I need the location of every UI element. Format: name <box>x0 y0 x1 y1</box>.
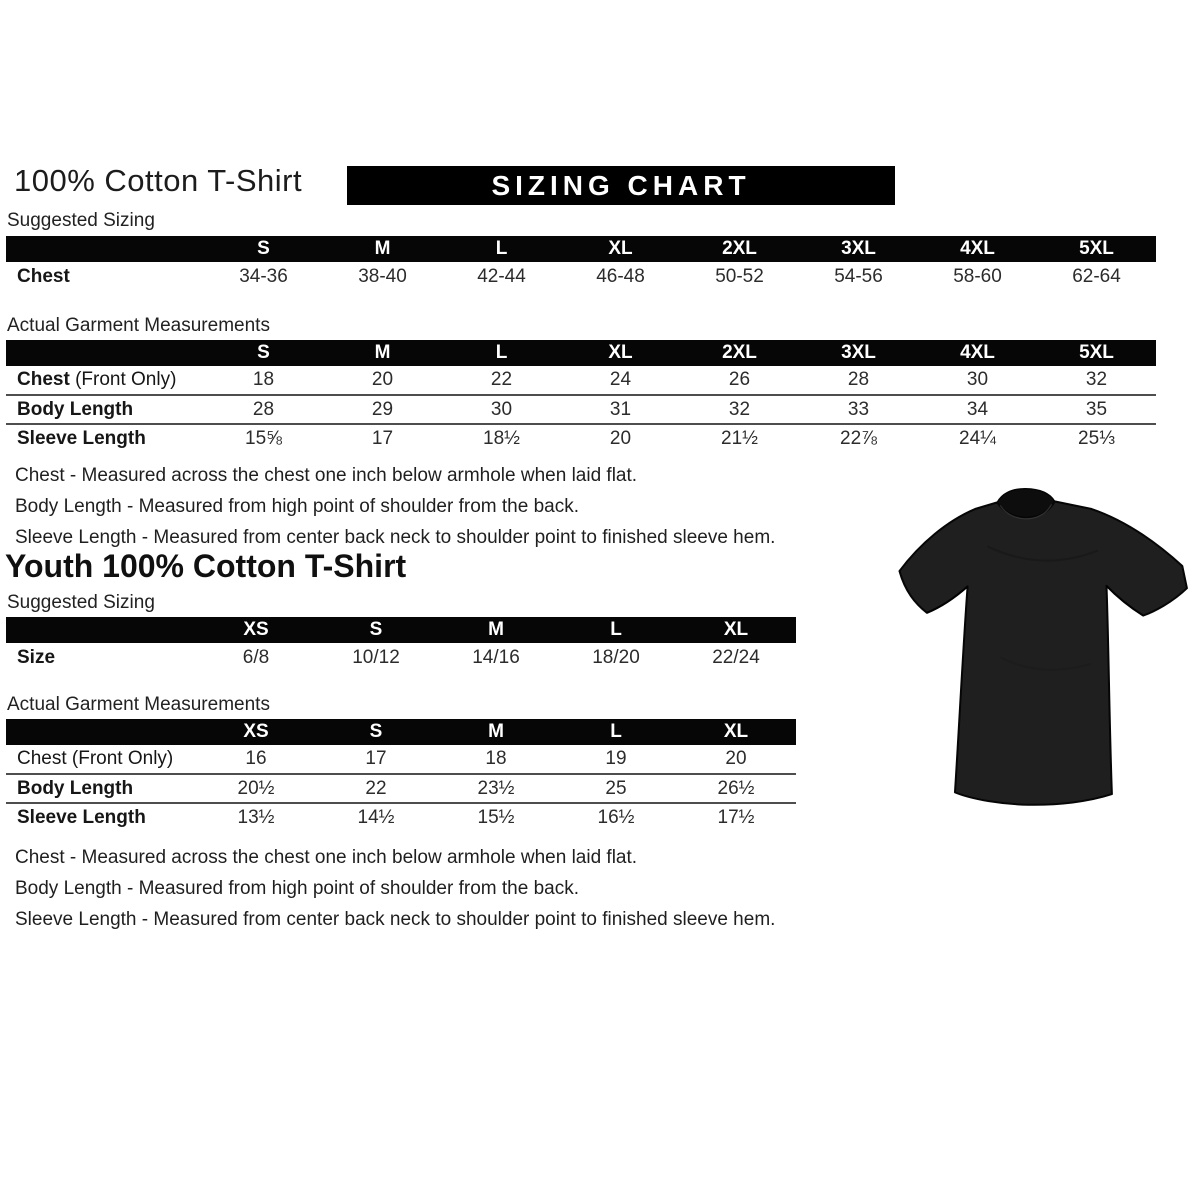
row-label-suffix: Chest (Front Only) <box>17 748 174 769</box>
size-value-cell: 38-40 <box>358 265 407 287</box>
size-value-cell: 30 <box>442 395 561 424</box>
youth-section-title: Youth 100% Cotton T-Shirt <box>5 548 407 584</box>
size-column-header: L <box>442 236 561 262</box>
table-row <box>6 803 796 832</box>
table-row <box>6 774 796 803</box>
size-value-cell: 24 <box>609 369 632 390</box>
row-label-cell <box>6 803 196 832</box>
size-value-cell: 50-52 <box>715 265 764 287</box>
table-corner-cell <box>6 719 196 745</box>
size-value-cell: 54-56 <box>834 265 883 287</box>
youth-suggested-sizing-label: Suggested Sizing <box>7 592 155 613</box>
size-column-header: XS <box>196 719 316 745</box>
size-value-cell: 32 <box>680 395 799 424</box>
table-row <box>6 395 1156 424</box>
row-label: Chest <box>17 265 70 287</box>
size-value-cell: 25 <box>556 774 676 803</box>
size-value-cell: 6/8 <box>242 646 270 668</box>
size-value-cell: 25⅓ <box>1037 424 1156 453</box>
size-value-cell: 18/20 <box>592 646 640 668</box>
youth-garment-measurements-table <box>6 719 796 832</box>
size-value-cell: 28 <box>204 395 323 424</box>
size-value-cell: 18 <box>485 748 507 769</box>
adult-section-title: 100% Cotton T-Shirt <box>14 163 303 198</box>
size-value-cell: 15⅝ <box>204 424 323 453</box>
adult-garment-measurements-label: Actual Garment Measurements <box>7 315 270 336</box>
size-value-cell: 58-60 <box>953 265 1002 287</box>
note-line: Body Length - Measured from high point of shoulder from the back. <box>15 496 579 517</box>
size-value-cell: 46-48 <box>596 265 645 287</box>
size-value-cell: 17 <box>323 424 442 453</box>
size-column-header: XL <box>561 340 680 366</box>
size-value-cell: 14½ <box>316 803 436 832</box>
size-value-cell: 42-44 <box>477 265 526 287</box>
size-column-header: M <box>323 340 442 366</box>
size-value-cell: 17 <box>365 748 387 769</box>
note-line: Chest - Measured across the chest one inch below armhole when laid flat. <box>15 847 638 868</box>
size-column-header: 3XL <box>799 236 918 262</box>
size-column-header: S <box>316 719 436 745</box>
size-column-header: XS <box>196 617 316 643</box>
size-value-cell: 34 <box>918 395 1037 424</box>
size-column-header: 3XL <box>799 340 918 366</box>
tshirt-image <box>890 477 1192 819</box>
size-header-row <box>6 719 796 745</box>
row-label: Body Length <box>17 777 134 799</box>
table-row <box>6 745 796 774</box>
size-value-cell: 10/12 <box>352 646 400 668</box>
size-column-header: M <box>323 236 442 262</box>
row-label-cell <box>6 774 196 803</box>
table-row <box>6 366 1156 395</box>
size-column-header: 4XL <box>918 236 1037 262</box>
row-label-cell <box>6 745 196 774</box>
size-value-cell: 35 <box>1037 395 1156 424</box>
note-line: Chest - Measured across the chest one inch below armhole when laid flat. <box>15 465 638 486</box>
adult-suggested-sizing-label: Suggested Sizing <box>7 210 155 231</box>
size-value-cell: 15½ <box>436 803 556 832</box>
size-value-cell: 20½ <box>196 774 316 803</box>
note-line: Sleeve Length - Measured from center back neck to shoulder point to finished sleeve hem. <box>15 909 776 930</box>
size-header-row <box>6 236 1156 262</box>
sizing-chart-banner: SIZING CHART <box>347 166 895 205</box>
size-value-cell: 31 <box>561 395 680 424</box>
table-row <box>6 262 1156 291</box>
size-value-cell: 21½ <box>680 424 799 453</box>
size-value-cell: 20 <box>371 369 394 390</box>
size-value-cell: 18½ <box>442 424 561 453</box>
row-label-cell <box>6 643 196 672</box>
row-label: Chest <box>17 369 70 390</box>
size-column-header: XL <box>676 719 796 745</box>
adult-measurement-notes <box>15 460 775 553</box>
size-column-header: L <box>556 719 676 745</box>
size-column-header: 5XL <box>1037 340 1156 366</box>
size-value-cell: 33 <box>799 395 918 424</box>
size-value-cell: 24¼ <box>918 424 1037 453</box>
table-row <box>6 643 796 672</box>
size-column-header: 2XL <box>680 236 799 262</box>
table-row <box>6 424 1156 453</box>
size-column-header: S <box>204 236 323 262</box>
row-label-cell <box>6 262 204 291</box>
row-label-cell <box>6 366 204 395</box>
size-value-cell: 17½ <box>676 803 796 832</box>
size-value-cell: 18 <box>252 369 275 390</box>
size-value-cell: 16 <box>245 748 267 769</box>
size-value-cell: 32 <box>1085 369 1108 390</box>
size-column-header: 5XL <box>1037 236 1156 262</box>
size-column-header: S <box>316 617 436 643</box>
size-value-cell: 14/16 <box>472 646 520 668</box>
size-column-header: 2XL <box>680 340 799 366</box>
size-header-row <box>6 340 1156 366</box>
row-label: Body Length <box>17 398 134 420</box>
table-corner-cell <box>6 340 204 366</box>
youth-suggested-sizing-table <box>6 617 796 672</box>
size-column-header: 4XL <box>918 340 1037 366</box>
table-corner-cell <box>6 617 196 643</box>
note-line: Body Length - Measured from high point of shoulder from the back. <box>15 878 579 899</box>
size-header-row <box>6 617 796 643</box>
size-value-cell: 16½ <box>556 803 676 832</box>
size-value-cell: 34-36 <box>239 265 288 287</box>
size-column-header: S <box>204 340 323 366</box>
size-column-header: L <box>442 340 561 366</box>
row-label-cell <box>6 395 204 424</box>
size-column-header: XL <box>561 236 680 262</box>
size-value-cell: 22 <box>490 369 513 390</box>
size-value-cell: 19 <box>605 748 627 769</box>
size-value-cell: 22⅞ <box>799 424 918 453</box>
table-corner-cell <box>6 236 204 262</box>
row-label: Sleeve Length <box>17 428 146 449</box>
size-value-cell: 22 <box>316 774 436 803</box>
size-value-cell: 29 <box>323 395 442 424</box>
size-value-cell: 13½ <box>196 803 316 832</box>
note-line: Sleeve Length - Measured from center back neck to shoulder point to finished sleeve hem. <box>15 527 776 548</box>
size-column-header: M <box>436 617 556 643</box>
size-column-header: L <box>556 617 676 643</box>
size-value-cell: 28 <box>847 369 870 390</box>
row-label-suffix: (Front Only) <box>69 369 177 390</box>
size-value-cell: 30 <box>966 369 989 390</box>
size-column-header: XL <box>676 617 796 643</box>
size-value-cell: 26 <box>728 369 751 390</box>
size-value-cell: 22/24 <box>712 646 760 668</box>
size-value-cell: 62-64 <box>1072 265 1121 287</box>
size-value-cell: 20 <box>561 424 680 453</box>
row-label: Size <box>17 646 56 668</box>
adult-suggested-sizing-table <box>6 236 1156 291</box>
row-label: Sleeve Length <box>17 807 146 828</box>
size-value-cell: 20 <box>725 748 747 769</box>
adult-garment-measurements-table <box>6 340 1156 453</box>
size-column-header: M <box>436 719 556 745</box>
size-value-cell: 23½ <box>436 774 556 803</box>
size-value-cell: 26½ <box>676 774 796 803</box>
row-label-cell <box>6 424 204 453</box>
youth-garment-measurements-label: Actual Garment Measurements <box>7 694 270 715</box>
youth-measurement-notes <box>15 842 775 935</box>
